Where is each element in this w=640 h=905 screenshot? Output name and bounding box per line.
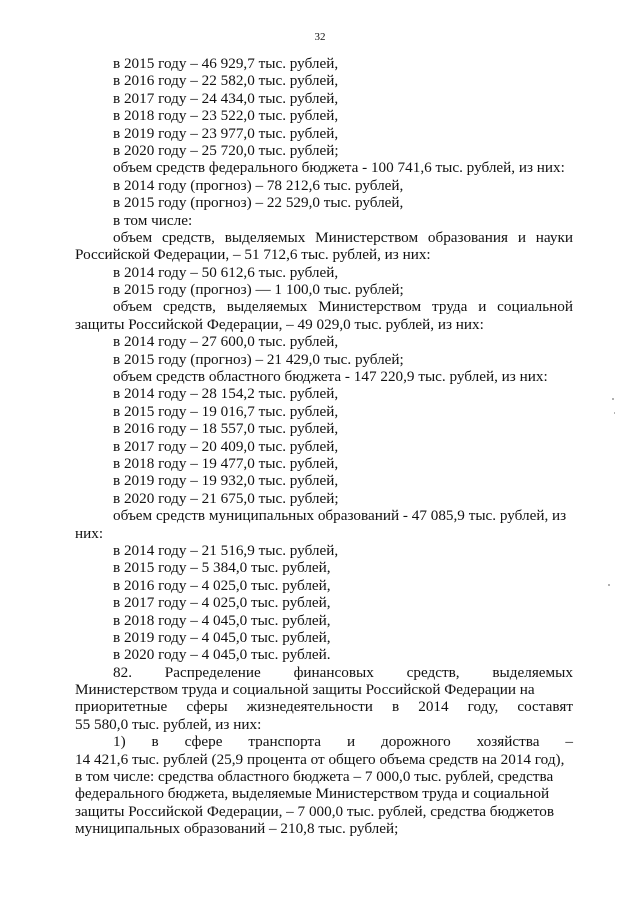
text-line: в 2017 году – 20 409,0 тыс. рублей, bbox=[113, 437, 339, 455]
text-line: объем средств федерального бюджета - 100 741,6 тыс. рублей, из них: bbox=[113, 159, 565, 177]
text-line: в 2016 году – 4 025,0 тыс. рублей, bbox=[113, 576, 331, 594]
text-line: них: bbox=[75, 524, 104, 542]
text-line: в 2014 году – 27 600,0 тыс. рублей, bbox=[113, 333, 339, 351]
word: образования bbox=[427, 228, 509, 246]
word: приоритетные bbox=[75, 698, 168, 716]
word: науки bbox=[535, 228, 573, 246]
text-line: защиты Российской Федерации, – 7 000,0 тыс. рублей, средства бюджетов bbox=[75, 802, 555, 820]
word: хозяйства bbox=[476, 733, 540, 751]
word: труда bbox=[432, 298, 468, 316]
scan-speck bbox=[608, 584, 610, 586]
text-line: 55 580,0 тыс. рублей, из них: bbox=[75, 715, 262, 733]
word: в bbox=[392, 698, 400, 716]
word: финансовых bbox=[293, 663, 374, 681]
word: и bbox=[517, 228, 526, 246]
word: объем bbox=[113, 228, 153, 246]
word: 2014 bbox=[418, 698, 449, 716]
word: средств, bbox=[161, 228, 215, 246]
text-line: в 2020 году – 25 720,0 тыс. рублей; bbox=[113, 141, 339, 159]
text-line: в 2018 году – 23 522,0 тыс. рублей, bbox=[113, 107, 339, 125]
text-line: в 2014 году (прогноз) – 78 212,6 тыс. рублей, bbox=[113, 176, 404, 194]
text-line: в том числе: средства областного бюджета – 7 000,0 тыс. рублей, средства bbox=[75, 768, 554, 786]
word: выделяемых bbox=[224, 228, 306, 246]
text-line: федерального бюджета, выделяемые Министерством труда и социальной bbox=[75, 785, 550, 803]
word: сферы bbox=[186, 698, 228, 716]
word: средств, bbox=[406, 663, 460, 681]
word: году, bbox=[467, 698, 499, 716]
word: сфере bbox=[184, 733, 223, 751]
text-line: в том числе: bbox=[113, 211, 193, 229]
text-line: в 2015 году – 19 016,7 тыс. рублей, bbox=[113, 402, 339, 420]
word: транспорта bbox=[248, 733, 322, 751]
text-line: в 2014 году – 28 154,2 тыс. рублей, bbox=[113, 385, 339, 403]
word: выделяемых bbox=[226, 298, 308, 316]
text-line: объем средств областного бюджета - 147 220,9 тыс. рублей, из них: bbox=[113, 368, 548, 386]
text-line: в 2015 году (прогноз) – 22 529,0 тыс. рублей, bbox=[113, 194, 404, 212]
scan-speck bbox=[612, 398, 614, 400]
text-line: в 2016 году – 18 557,0 тыс. рублей, bbox=[113, 420, 339, 438]
word: дорожного bbox=[380, 733, 451, 751]
text-line: в 2020 году – 21 675,0 тыс. рублей; bbox=[113, 489, 339, 507]
word: – bbox=[565, 733, 573, 751]
text-line: в 2015 году – 46 929,7 тыс. рублей, bbox=[113, 55, 339, 72]
text-line: в 2014 году – 21 516,9 тыс. рублей, bbox=[113, 541, 339, 559]
word: социальной bbox=[497, 298, 573, 316]
word: выделяемых bbox=[492, 663, 573, 681]
text-line: Министерством труда и социальной защиты Российской Федерации на bbox=[75, 681, 535, 699]
word: объем bbox=[113, 298, 153, 316]
text-line: объем средств муниципальных образований - 47 085,9 тыс. рублей, из bbox=[113, 507, 567, 525]
justified-line bbox=[75, 664, 573, 681]
word: составят bbox=[517, 698, 573, 716]
text-line: в 2018 году – 4 045,0 тыс. рублей, bbox=[113, 611, 331, 629]
word: и bbox=[346, 733, 356, 751]
text-line: в 2014 году – 50 612,6 тыс. рублей, bbox=[113, 263, 339, 281]
scan-speck bbox=[614, 412, 615, 414]
justified-line bbox=[75, 698, 573, 715]
text-line: в 2019 году – 19 932,0 тыс. рублей, bbox=[113, 472, 339, 490]
page-number: 32 bbox=[314, 31, 326, 43]
text-line: в 2017 году – 4 025,0 тыс. рублей, bbox=[113, 594, 331, 612]
text-line: в 2017 году – 24 434,0 тыс. рублей, bbox=[113, 89, 339, 107]
text-line: в 2015 году – 5 384,0 тыс. рублей, bbox=[113, 559, 331, 577]
word: в bbox=[151, 733, 159, 751]
text-line: в 2015 году (прогноз) — 1 100,0 тыс. рублей; bbox=[113, 281, 404, 299]
word: 82. bbox=[113, 663, 132, 681]
word: Распределение bbox=[164, 663, 261, 681]
document-body bbox=[75, 55, 573, 838]
word: и bbox=[478, 298, 487, 316]
word: жизнедеятельности bbox=[246, 698, 373, 716]
justified-line bbox=[75, 298, 573, 315]
text-line: в 2019 году – 23 977,0 тыс. рублей, bbox=[113, 124, 339, 142]
word: 1) bbox=[113, 733, 126, 751]
text-line: в 2016 году – 22 582,0 тыс. рублей, bbox=[113, 72, 339, 90]
word: Министерством bbox=[318, 298, 422, 316]
text-line: защиты Российской Федерации, – 49 029,0 тыс. рублей, из них: bbox=[75, 315, 484, 333]
text-line: 14 421,6 тыс. рублей (25,9 процента от общего объема средств на 2014 год), bbox=[75, 750, 565, 768]
text-line: в 2020 году – 4 045,0 тыс. рублей. bbox=[113, 646, 331, 664]
text-line: в 2018 году – 19 477,0 тыс. рублей, bbox=[113, 454, 339, 472]
text-line: муниципальных образований – 210,8 тыс. рублей; bbox=[75, 820, 399, 838]
text-line: в 2015 году (прогноз) – 21 429,0 тыс. рублей; bbox=[113, 350, 404, 368]
text-line: Российской Федерации, – 51 712,6 тыс. рублей, из них: bbox=[75, 246, 431, 264]
justified-line bbox=[75, 733, 573, 750]
word: средств, bbox=[163, 298, 216, 316]
justified-line bbox=[75, 229, 573, 246]
word: Министерством bbox=[315, 228, 419, 246]
text-line: в 2019 году – 4 045,0 тыс. рублей, bbox=[113, 628, 331, 646]
